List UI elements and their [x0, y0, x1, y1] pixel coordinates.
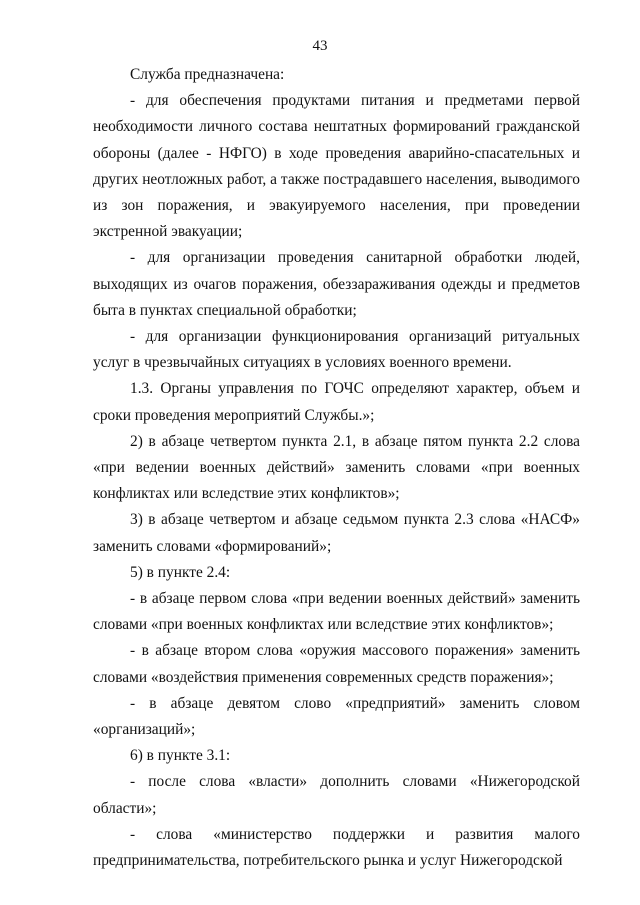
paragraph: - для обеспечения продуктами питания и предметами первой необходимости личного состава нештатных формирований гражданской обороны (далее - НФГО) в ходе проведения аварийно-спасательных и других неотложных работ, а также пострадавшего населения, выводимого из зон поражения, и эвакуируемого населения, при проведении экстренной эвакуации; [93, 92, 580, 241]
paragraph: 6) в пункте 3.1: [130, 747, 231, 765]
paragraph: - в абзаце втором слова «оружия массового поражения» заменить словами «воздействия применения современных средств поражения»; [93, 642, 580, 686]
paragraph: Служба предназначена: [130, 66, 285, 83]
paragraph: - после слова «власти» дополнить словами «Нижегородской области»; [93, 773, 580, 817]
paragraph: - для организации функционирования организаций ритуальных услуг в чрезвычайных ситуациях в условиях военного времени. [93, 328, 580, 372]
paragraph: - для организации проведения санитарной обработки людей, выходящих из очагов поражения, обеззараживания одежды и предметов быта в пунктах специальной обработки; [93, 249, 580, 319]
paragraph: 1.3. Органы управления по ГОЧС определяют характер, объем и сроки проведения мероприятий Службы.»; [93, 380, 580, 424]
paragraph: 2) в абзаце четвертом пункта 2.1, в абзаце пятом пункта 2.2 слова «при ведении военных действий» заменить словами «при военных конфликтах или вследствие этих конфликтов»; [93, 432, 580, 503]
paragraph: 5) в пункте 2.4: [130, 563, 231, 581]
page-number: 43 [312, 38, 328, 54]
paragraph: - в абзаце девятом слово «предприятий» заменить словом «организаций»; [93, 694, 580, 739]
paragraph: 3) в абзаце четвертом и абзаце седьмом пункта 2.3 слова «НАСФ» заменить словами «формирований»; [93, 511, 580, 555]
document-body [93, 62, 580, 874]
paragraph: - слова «министерство поддержки и развития малого предпринимательства, потребительского рынка и услуг Нижегородской [93, 825, 580, 870]
paragraph: - в абзаце первом слова «при ведении военных действий» заменить словами «при военных конфликтах или вследствие этих конфликтов»; [93, 590, 580, 634]
